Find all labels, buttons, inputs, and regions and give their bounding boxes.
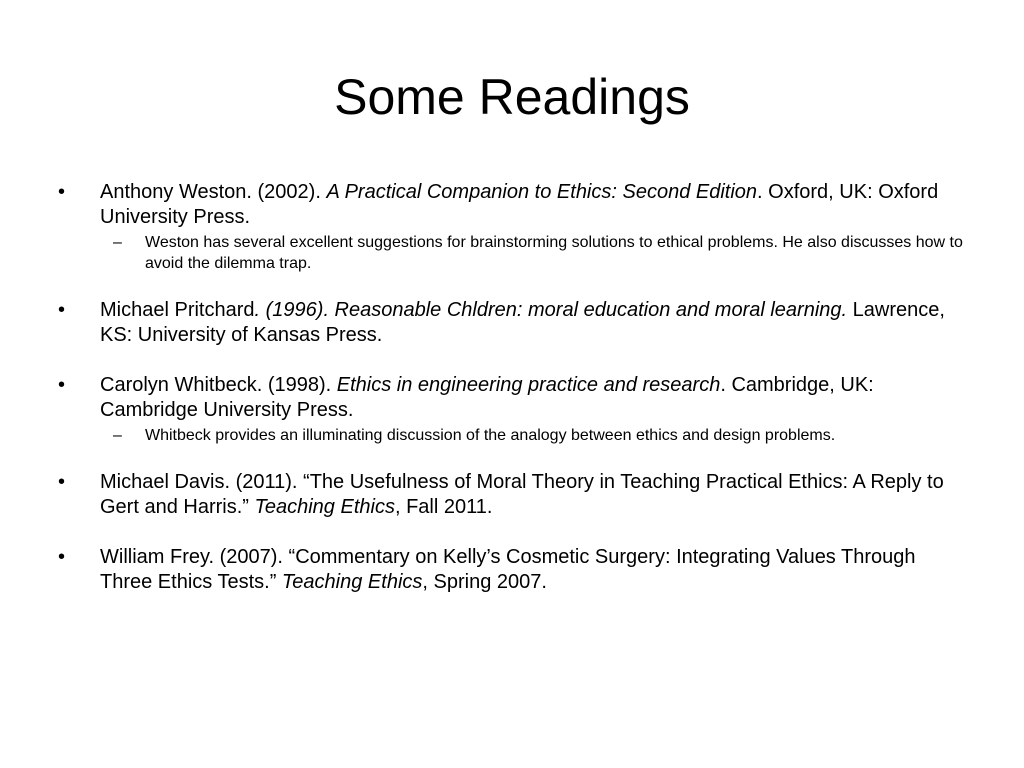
citation-text: Anthony Weston. (2002). bbox=[100, 181, 327, 203]
reading-item-pritchard bbox=[55, 298, 965, 348]
citation-publisher: , Spring 2007. bbox=[422, 571, 547, 593]
citation-text: Carolyn Whitbeck. (1998). bbox=[100, 374, 337, 396]
bullet-icon: • bbox=[58, 299, 66, 321]
reading-item-whitbeck bbox=[55, 373, 965, 446]
citation-publisher: . Oxford, UK: Oxford University Press. bbox=[100, 181, 939, 228]
reading-item-weston bbox=[55, 180, 965, 274]
citation-publisher: Lawrence, KS: University of Kansas Press. bbox=[100, 299, 945, 346]
slide-title: Some Readings bbox=[334, 69, 690, 125]
bullet-icon: • bbox=[58, 546, 66, 568]
sub-list bbox=[100, 425, 965, 446]
citation-publisher: , Fall 2011. bbox=[394, 496, 493, 518]
reading-note bbox=[100, 425, 965, 446]
reading-list bbox=[55, 180, 965, 620]
bullet-icon: • bbox=[58, 471, 66, 493]
reading-item-frey bbox=[55, 545, 965, 595]
citation-title: Teaching Ethics bbox=[281, 571, 423, 593]
sub-list bbox=[100, 232, 965, 274]
dash-icon: – bbox=[113, 427, 122, 444]
citation-title: . (1996). Reasonable Chldren: moral education and moral learning. bbox=[254, 299, 848, 321]
citation-text: Michael Davis. (2011). “The Usefulness of Moral Theory in Teaching Practical Ethics: A Reply to Gert and Harris.” bbox=[100, 471, 944, 518]
citation-title: Ethics in engineering practice and research bbox=[336, 374, 721, 396]
bullet-icon: • bbox=[58, 181, 66, 203]
reading-note bbox=[100, 232, 965, 274]
citation-text: Michael Pritchard bbox=[100, 299, 255, 321]
dash-icon: – bbox=[113, 234, 122, 251]
note-text: Whitbeck provides an illuminating discussion of the analogy between ethics and design problems. bbox=[145, 427, 836, 444]
note-text: Weston has several excellent suggestions for brainstorming solutions to ethical problems. He also discusses how to avoid the dilemma trap. bbox=[145, 234, 963, 272]
bullet-icon: • bbox=[58, 374, 66, 396]
citation-title: Teaching Ethics bbox=[254, 496, 395, 518]
reading-item-davis bbox=[55, 470, 965, 520]
citation-title: A Practical Companion to Ethics: Second Edition bbox=[326, 181, 758, 203]
citation-publisher: . Cambridge, UK: Cambridge University Press. bbox=[100, 374, 874, 421]
citation-text: William Frey. (2007). “Commentary on Kelly’s Cosmetic Surgery: Integrating Values Through Three Ethics Tests.” bbox=[100, 546, 916, 593]
